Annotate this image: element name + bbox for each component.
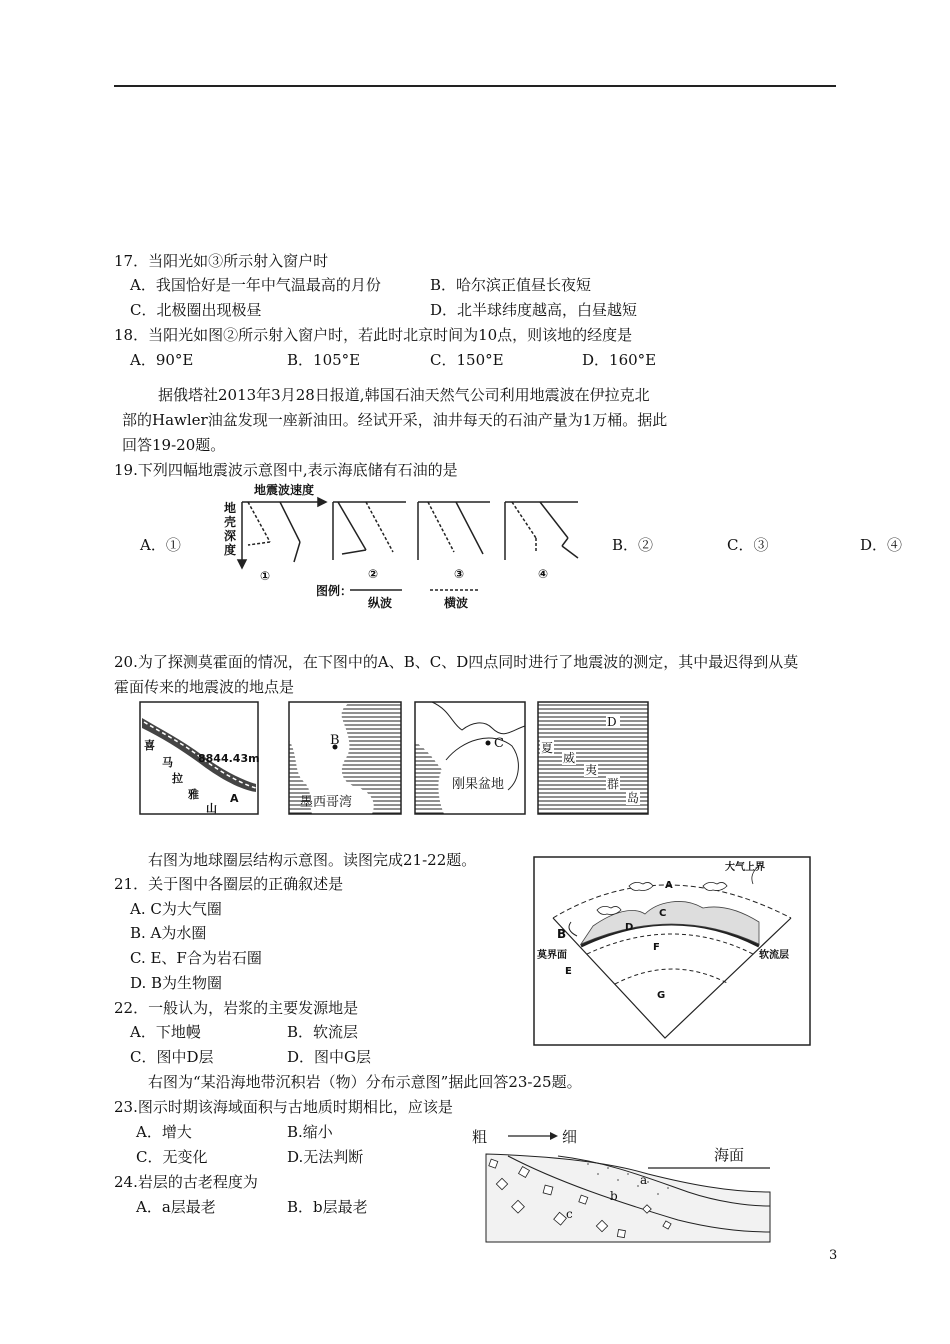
q18-option-c: C．150°E xyxy=(430,351,504,369)
q23-option-a: A．增大 xyxy=(136,1123,192,1141)
fine-label: 细 xyxy=(562,1128,578,1146)
q24-option-b: B．b层最老 xyxy=(287,1198,368,1216)
q23-option-c: C．无变化 xyxy=(136,1148,208,1166)
everest-height-label: 8844.43m xyxy=(198,752,260,765)
sediment-figure xyxy=(468,1122,774,1252)
crust-depth-char: 深 xyxy=(224,529,237,543)
layer-c-label: c xyxy=(566,1207,573,1221)
layer-f-label: F xyxy=(653,942,660,953)
himalaya-char: 喜 xyxy=(144,739,155,752)
layer-a-label: a xyxy=(640,1173,648,1187)
layer-c-label: C xyxy=(659,908,667,919)
q18-stem: 18．当阳光如图②所示射入窗户时，若此时北京时间为10点，则该地的经度是 xyxy=(114,326,633,344)
congo-basin-label: 刚果盆地 xyxy=(452,777,505,792)
seismic-wave-figure xyxy=(218,480,598,615)
q20-stem-line1: 20.为了探测莫霍面的情况，在下图中的A、B、C、D四点同时进行了地震波的测定，其中最迟得到从莫 xyxy=(114,653,799,671)
panel-1-label: ① xyxy=(260,569,271,583)
q19-option-a: A．① xyxy=(140,536,181,554)
q23-option-d: D.无法判断 xyxy=(287,1148,364,1166)
point-b-label: B xyxy=(330,733,340,748)
crust-depth-char: 壳 xyxy=(224,515,237,529)
q19-option-b: B．② xyxy=(612,536,654,554)
passage1-line3: 回答19-20题。 xyxy=(122,436,226,454)
panel-2-label: ② xyxy=(368,567,379,581)
gulf-of-mexico-label: 墨西哥湾 xyxy=(300,795,353,810)
coarse-label: 粗 xyxy=(472,1128,488,1146)
crust-depth-char: 地 xyxy=(224,501,237,515)
passage1-line2: 部的Hawler油盆发现一座新油田。经试开采，油井每天的石油产量为1万桶。据此 xyxy=(122,411,668,429)
legend-p-wave: 纵波 xyxy=(368,596,393,610)
q17-option-c: C．北极圈出现极昼 xyxy=(130,301,262,319)
q18-option-b: B．105°E xyxy=(287,351,361,369)
hawaii-char: 威 xyxy=(563,751,576,765)
q21-option-c: C. E、F合为岩石圈 xyxy=(130,949,262,967)
header-rule xyxy=(114,85,836,87)
q22-stem: 22．一般认为，岩浆的主要发源地是 xyxy=(114,999,359,1017)
himalaya-char: 山 xyxy=(206,802,217,815)
panel-3-label: ③ xyxy=(454,567,465,581)
q22-option-d: D．图中G层 xyxy=(287,1048,372,1066)
panel-4-label: ④ xyxy=(538,567,549,581)
passage3: 右图为“某沿海地带沉积岩（物）分布示意图”据此回答23-25题。 xyxy=(148,1073,582,1091)
himalaya-char: 拉 xyxy=(172,772,183,785)
q19-option-d: D．④ xyxy=(860,536,903,554)
layer-d-label: D xyxy=(625,922,634,933)
himalaya-char: 马 xyxy=(162,756,173,769)
q21-option-a: A. C为大气圈 xyxy=(130,900,222,918)
q24-stem: 24.岩层的古老程度为 xyxy=(114,1173,258,1191)
hawaii-char: 夷 xyxy=(585,763,598,777)
asthenosphere-label: 软流层 xyxy=(759,950,789,961)
moho-label: 莫界面 xyxy=(537,950,567,961)
q22-option-c: C．图中D层 xyxy=(130,1048,214,1066)
legend-title: 图例： xyxy=(316,584,353,598)
layer-b-label: b xyxy=(610,1189,618,1203)
q17-option-b: B．哈尔滨正值昼长夜短 xyxy=(430,276,592,294)
q18-option-a: A．90°E xyxy=(130,351,194,369)
layer-a-label: A xyxy=(665,880,673,891)
q21-option-b: B. A为水圈 xyxy=(130,924,207,942)
q20-stem-line2: 霍面传来的地震波的地点是 xyxy=(114,678,295,696)
q17-option-a: A．我国恰好是一年中气温最高的月份 xyxy=(130,276,381,294)
q17-option-d: D．北半球纬度越高，白昼越短 xyxy=(430,301,638,319)
earth-sphere-figure xyxy=(533,856,811,1046)
point-c-label: C xyxy=(494,736,504,751)
himalaya-char: 雅 xyxy=(188,788,199,801)
point-a-label: A xyxy=(230,792,239,805)
sea-surface-label: 海面 xyxy=(714,1146,745,1164)
layer-g-label: G xyxy=(657,990,666,1001)
q23-option-b: B.缩小 xyxy=(287,1123,333,1141)
passage1-line1: 据俄塔社2013年3月28日报道,韩国石油天然气公司利用地震波在伊拉克北 xyxy=(158,386,650,404)
passage2: 右图为地球圈层结构示意图。读图完成21-22题。 xyxy=(148,851,477,869)
seismic-velocity-label: 地震波速度 xyxy=(254,483,315,497)
hawaii-char: 岛 xyxy=(627,791,640,805)
q17-stem: 17．当阳光如③所示射入窗户时 xyxy=(114,252,329,270)
q22-option-b: B．软流层 xyxy=(287,1023,359,1041)
layer-b-label: B xyxy=(557,927,567,941)
q23-stem: 23.图示时期该海域面积与古地质时期相比，应该是 xyxy=(114,1098,453,1116)
point-d-label: D xyxy=(607,715,617,729)
q21-stem: 21．关于图中各圈层的正确叙述是 xyxy=(114,875,344,893)
atmosphere-top-label: 大气上界 xyxy=(725,862,765,873)
q21-option-d: D. B为生物圈 xyxy=(130,974,223,992)
q20-maps-figure xyxy=(132,700,652,818)
layer-e-label: E xyxy=(565,966,572,977)
crust-depth-char: 度 xyxy=(224,543,237,557)
q19-option-c: C．③ xyxy=(727,536,769,554)
q19-stem: 19.下列四幅地震波示意图中,表示海底储有石油的是 xyxy=(114,461,458,479)
hawaii-char: 夏 xyxy=(541,741,554,755)
q24-option-a: A．a层最老 xyxy=(136,1198,216,1216)
page-number: 3 xyxy=(829,1248,838,1263)
q22-option-a: A．下地幔 xyxy=(130,1023,201,1041)
q18-option-d: D．160°E xyxy=(582,351,657,369)
legend-s-wave: 横波 xyxy=(444,596,469,610)
hawaii-char: 群 xyxy=(607,777,620,791)
